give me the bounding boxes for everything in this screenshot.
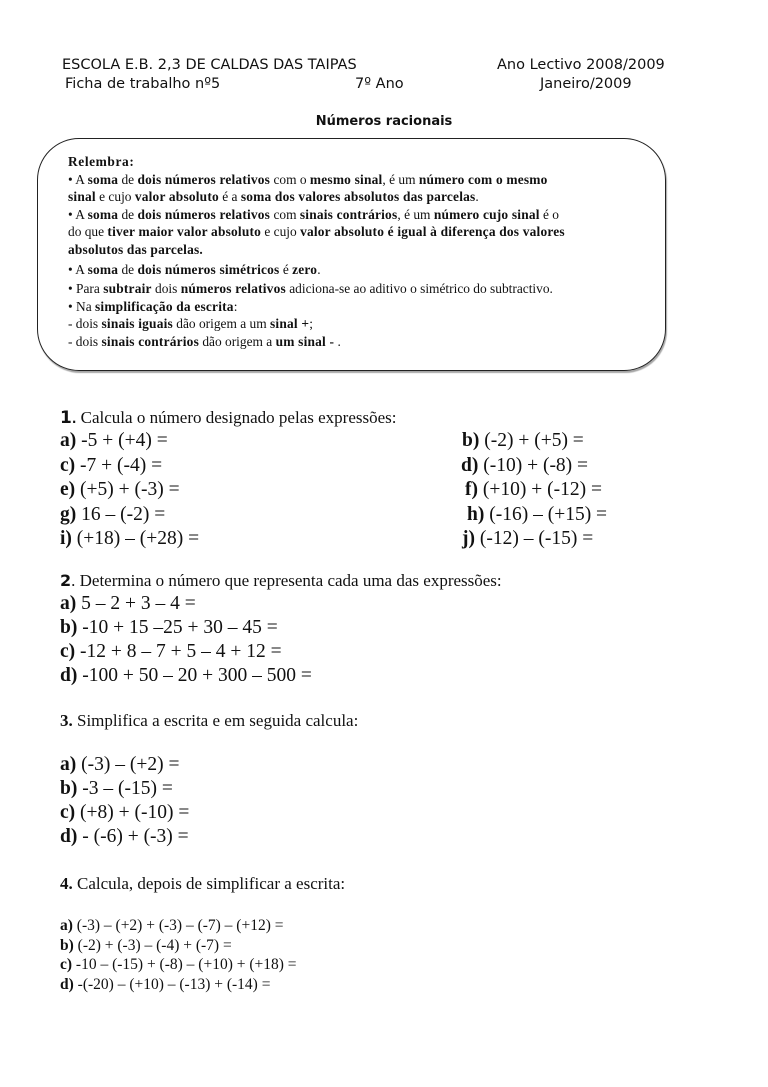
school-year: Ano Lectivo 2008/2009 — [497, 57, 665, 73]
body-text: • Na — [68, 298, 95, 314]
remember-title — [68, 153, 648, 171]
emphasis-text: sinais contrários — [299, 206, 398, 222]
ex4-item-b — [60, 936, 232, 955]
item-label: d) — [60, 826, 78, 847]
item-label: d) — [461, 454, 479, 476]
ex1-item-f — [465, 478, 602, 502]
body-text: : — [233, 298, 238, 314]
ex2-item-c — [60, 640, 282, 664]
emphasis-text: subtrair — [103, 281, 152, 297]
item-expression: (+18) – (+28) = — [71, 528, 200, 549]
emphasis-text: número com o mesmo — [418, 171, 548, 187]
body-text: • Para — [68, 281, 104, 297]
item-label: c) — [60, 802, 76, 823]
emphasis-text: números relativos — [180, 281, 286, 297]
item-label: b) — [60, 778, 78, 799]
exercise-2-separator: . — [71, 571, 76, 590]
worksheet-date: Janeiro/2009 — [540, 76, 632, 92]
item-expression: -(-20) – (+10) – (-13) + (-14) = — [73, 975, 271, 993]
remember-line — [68, 206, 648, 224]
ex1-item-d — [461, 454, 588, 478]
body-text: é a — [218, 189, 241, 205]
school-name: ESCOLA E.B. 2,3 DE CALDAS DAS TAIPAS — [62, 57, 357, 73]
item-expression: 5 – 2 + 3 – 4 = — [76, 593, 196, 614]
exercise-4-number: 4. — [60, 874, 73, 893]
item-expression: (-3) – (+2) = — [76, 754, 180, 775]
exercise-1-instruction: Calcula o número designado pelas expressões: — [76, 408, 397, 427]
item-expression: (-2) + (-3) – (-4) + (-7) = — [73, 936, 232, 954]
body-text: dão origem a — [199, 333, 276, 349]
ex1-item-e — [60, 478, 180, 502]
exercise-3-instruction: Simplifica a escrita e em seguida calcula: — [72, 711, 359, 730]
emphasis-text: zero — [292, 261, 318, 277]
remember-line — [68, 241, 648, 259]
ex4-item-d — [60, 975, 270, 994]
body-text: • A — [68, 171, 88, 187]
item-label: d) — [60, 665, 78, 686]
body-text: , é um — [382, 171, 419, 187]
exercise-1-separator: . — [71, 412, 77, 426]
item-label: a) — [60, 754, 77, 775]
item-label: h) — [467, 503, 485, 525]
ex1-item-b — [462, 429, 584, 453]
emphasis-text: valor absoluto é igual à diferença dos valores — [300, 224, 565, 240]
topic-title — [0, 114, 768, 129]
ex4-item-a — [60, 916, 284, 935]
item-expression: (+10) + (-12) = — [478, 479, 602, 500]
ex1-item-a — [60, 429, 168, 453]
exercise-4-instruction: Calcula, depois de simplificar a escrita: — [72, 874, 346, 893]
body-text: é o — [539, 206, 559, 222]
remember-line — [68, 333, 648, 351]
grade-level: 7º Ano — [355, 76, 404, 92]
item-label: b) — [60, 936, 74, 954]
body-text: - dois — [68, 316, 102, 332]
item-label: a) — [60, 430, 77, 451]
body-text: dão origem a um — [172, 316, 270, 332]
item-expression: (-3) – (+2) + (-3) – (-7) – (+12) = — [72, 917, 284, 934]
topic-title-text: Números racionais — [315, 114, 453, 129]
ex3-item-c — [60, 801, 189, 825]
exercise-3-title — [60, 710, 358, 732]
body-text: com o — [270, 171, 310, 187]
body-text: . — [475, 189, 479, 205]
item-label: j) — [462, 528, 475, 549]
body-text: de — [118, 171, 138, 187]
ex2-item-d — [60, 664, 312, 688]
emphasis-text: soma dos valores absolutos das parcelas — [240, 189, 476, 205]
exercise-2-instruction: Determina o número que representa cada uma das expressões: — [75, 571, 502, 590]
body-text: adiciona-se ao aditivo o simétrico do subtractivo. — [285, 281, 553, 297]
body-text: ; — [309, 316, 313, 332]
item-expression: (-2) + (+5) = — [479, 430, 584, 451]
emphasis-text: tiver maior valor absoluto — [107, 224, 262, 240]
item-label: a) — [60, 593, 77, 614]
exercise-3-number: 3. — [60, 711, 73, 730]
item-expression: -100 + 50 – 20 + 300 – 500 = — [77, 665, 312, 686]
emphasis-text: soma — [87, 261, 119, 277]
emphasis-text: dois números relativos — [137, 171, 271, 187]
item-expression: -7 + (-4) = — [75, 454, 163, 476]
ex1-item-j — [462, 527, 593, 551]
emphasis-text: sinais iguais — [101, 316, 173, 332]
ex3-item-d — [60, 825, 189, 849]
body-text: com — [270, 206, 300, 222]
remember-line — [68, 315, 648, 333]
ex2-item-a — [60, 592, 196, 616]
item-label: c) — [60, 641, 76, 662]
exercise-4-title — [60, 873, 345, 895]
emphasis-text: soma — [87, 206, 119, 222]
ex1-item-h — [467, 503, 607, 527]
item-expression: (-12) – (-15) = — [475, 528, 594, 549]
ex1-item-g — [60, 503, 165, 527]
remember-box-content — [68, 153, 648, 351]
ex1-item-c — [60, 454, 162, 478]
body-text: , é um — [397, 206, 434, 222]
item-expression: -3 – (-15) = — [77, 778, 173, 799]
item-label: c) — [60, 454, 76, 476]
item-label: a) — [60, 917, 73, 934]
item-expression: -10 – (-15) + (-8) – (+10) + (+18) = — [72, 956, 297, 973]
emphasis-text: mesmo sinal — [309, 171, 383, 187]
remember-line — [68, 261, 648, 279]
item-label: b) — [60, 617, 78, 638]
body-text: • A — [68, 261, 88, 277]
emphasis-text: valor absoluto — [134, 189, 219, 205]
emphasis-text: dois números simétricos — [137, 261, 280, 277]
emphasis-text: dois números relativos — [137, 206, 271, 222]
item-label: e) — [60, 479, 76, 500]
remember-line — [68, 298, 648, 316]
item-expression: (-16) – (+15) = — [484, 503, 608, 525]
exercise-2-title — [60, 570, 502, 592]
exercise-1-number: 1 — [60, 408, 72, 428]
emphasis-text: sinais contrários — [101, 333, 199, 349]
emphasis-text: soma — [87, 171, 119, 187]
item-label: f) — [465, 479, 478, 500]
ex3-item-a — [60, 753, 179, 777]
remember-line — [68, 223, 648, 241]
emphasis-text: absolutos das parcelas. — [68, 241, 203, 257]
item-label: g) — [60, 503, 77, 525]
emphasis-text: número cujo sinal — [433, 206, 540, 222]
ex1-item-i — [60, 527, 199, 551]
body-text: do que — [68, 224, 108, 240]
emphasis-text: um sinal - — [275, 333, 335, 349]
body-text: e cujo — [261, 224, 301, 240]
ex4-item-c — [60, 955, 297, 974]
item-expression: 16 – (-2) = — [76, 503, 166, 525]
body-text: de — [118, 261, 138, 277]
emphasis-text: sinal — [68, 189, 96, 205]
remember-line — [68, 188, 648, 206]
item-label: i) — [60, 528, 72, 549]
body-text: . — [317, 261, 321, 277]
body-text: e cujo — [95, 189, 135, 205]
emphasis-text: sinal + — [270, 316, 310, 332]
body-text: é — [279, 261, 293, 277]
item-expression: -12 + 8 – 7 + 5 – 4 + 12 = — [75, 641, 282, 662]
item-expression: -5 + (+4) = — [76, 430, 168, 451]
exercise-2-number: 2 — [60, 571, 72, 590]
body-text: - dois — [68, 333, 102, 349]
item-expression: (+5) + (-3) = — [75, 479, 180, 500]
item-label: c) — [60, 956, 73, 973]
item-expression: (+8) + (-10) = — [75, 802, 190, 823]
item-label: b) — [462, 430, 480, 451]
body-text: dois — [151, 281, 181, 297]
item-expression: - (-6) + (-3) = — [77, 826, 189, 847]
remember-line — [68, 171, 648, 189]
ex2-item-b — [60, 616, 278, 640]
body-text: de — [118, 206, 138, 222]
item-expression: -10 + 15 –25 + 30 – 45 = — [77, 617, 278, 638]
body-text: . — [334, 333, 341, 349]
worksheet-number: Ficha de trabalho nº5 — [65, 76, 221, 92]
remember-title-text: Relembra: — [68, 154, 135, 169]
emphasis-text: simplificação da escrita — [95, 298, 234, 314]
item-label: d) — [60, 975, 74, 993]
item-expression: (-10) + (-8) = — [478, 454, 589, 476]
ex3-item-b — [60, 777, 173, 801]
exercise-1-title — [60, 407, 396, 430]
body-text: • A — [68, 206, 88, 222]
remember-line — [68, 280, 648, 298]
